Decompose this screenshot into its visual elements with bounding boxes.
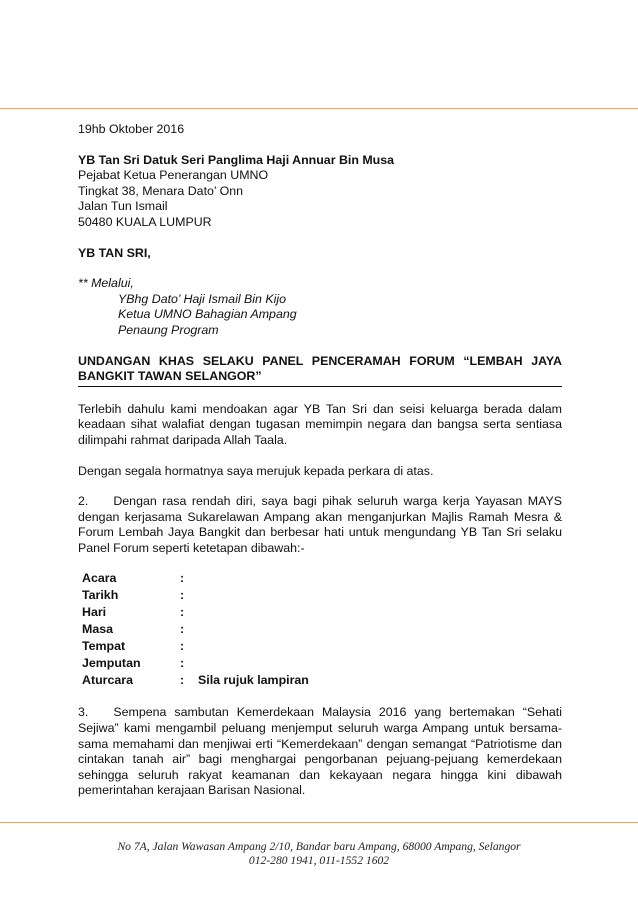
via-line: YBhg Dato’ Haji Ismail Bin Kijo [118, 291, 287, 306]
details-label: Tarikh [82, 588, 119, 603]
details-label: Jemputan [82, 656, 141, 671]
letter-date: 19hb Oktober 2016 [78, 122, 185, 136]
details-colon: : [180, 605, 185, 620]
details-value [198, 639, 309, 656]
paragraph-3 [78, 705, 562, 799]
details-row [82, 605, 309, 622]
salutation: YB TAN SRI, [78, 245, 151, 260]
details-colon: : [180, 656, 185, 671]
via-line: Ketua UMNO Bahagian Ampang [118, 307, 297, 322]
reference-paragraph: Dengan segala hormatnya saya merujuk kepada perkara di atas. [78, 463, 434, 478]
footer-rule [0, 822, 638, 823]
paragraph-3-text: Sempena sambutan Kemerdekaan Malaysia 2016 yang bertemakan “Sehati Sejiwa” kami mengambil peluang menjemput seluruh warga Ampang untuk bersama-sama memahami dan menjiwai erti “Kemerdekaan” dengan semangat “Patriotisme dan cintakan tanah air” bagi menghargai pengorbanan pejuang-pejuang kemerdekaan sehingga seluruh rakyat keamanan dan kekayaan negara hingga kini dibawah pemerintahan kerajaan Barisan Nasional. [78, 705, 562, 798]
footer-address: No 7A, Jalan Wawasan Ampang 2/10, Bandar baru Ampang, 68000 Ampang, Selangor [117, 840, 521, 853]
paragraph-number: 2. [78, 494, 89, 509]
recipient-block [78, 153, 562, 231]
details-row [82, 656, 309, 673]
recipient-line: Tingkat 38, Menara Dato’ Onn [78, 183, 244, 198]
details-value: Sila rujuk lampiran [198, 673, 309, 688]
recipient-line: Jalan Tun Ismail [78, 199, 168, 214]
details-row [82, 571, 309, 588]
letter-body [78, 122, 562, 799]
details-label: Tempat [82, 639, 126, 654]
details-value [198, 571, 309, 588]
recipient-line: Pejabat Ketua Penerangan UMNO [78, 168, 269, 183]
details-row [82, 639, 309, 656]
paragraph-2-text: Dengan rasa rendah diri, saya bagi pihak seluruh warga kerja Yayasan MAYS dengan kerjasama Sukarelawan Ampang akan menganjurkan Majlis Ramah Mesra & Forum Lembah Jaya Bangkit dan berbesar hati untuk mengundang YB Tan Sri selaku Panel Forum seperti ketetapan dibawah:- [78, 494, 562, 555]
details-colon: : [180, 588, 185, 603]
subject-heading: UNDANGAN KHAS SELAKU PANEL PENCERAMAH FORUM “LEMBAH JAYA BANGKIT TAWAN SELANGOR” [78, 354, 562, 387]
header-rule [0, 108, 638, 109]
details-label: Masa [82, 622, 113, 637]
opening-paragraph: Terlebih dahulu kami mendoakan agar YB Tan Sri dan seisi keluarga berada dalam keadaan sihat walafiat dengan tugasan memimpin negara dan bangsa serta sentiasa dilimpahi rahmat daripada Allah Taala. [78, 401, 562, 447]
via-label: ** Melalui, [78, 276, 134, 291]
footer-phone: 012-280 1941, 011-1552 1602 [248, 854, 390, 867]
recipient-line: 50480 KUALA LUMPUR [78, 214, 212, 229]
details-value [198, 588, 309, 605]
details-value [198, 656, 309, 673]
details-row [82, 673, 309, 690]
details-colon: : [180, 673, 185, 688]
paragraph-2 [78, 494, 562, 556]
details-row [82, 588, 309, 605]
via-line: Penaung Program [118, 322, 219, 337]
via-block [78, 276, 562, 338]
paragraph-number: 3. [78, 705, 89, 720]
details-label: Hari [82, 605, 107, 620]
details-row [82, 622, 309, 639]
details-value [198, 622, 309, 639]
details-colon: : [180, 622, 185, 637]
details-label: Acara [82, 571, 117, 586]
details-colon: : [180, 571, 185, 586]
event-details-table [82, 571, 309, 690]
details-value [198, 605, 309, 622]
details-label: Aturcara [82, 673, 133, 688]
details-colon: : [180, 639, 185, 654]
letter-footer [0, 840, 638, 868]
recipient-name: YB Tan Sri Datuk Seri Panglima Haji Annuar Bin Musa [78, 152, 395, 167]
